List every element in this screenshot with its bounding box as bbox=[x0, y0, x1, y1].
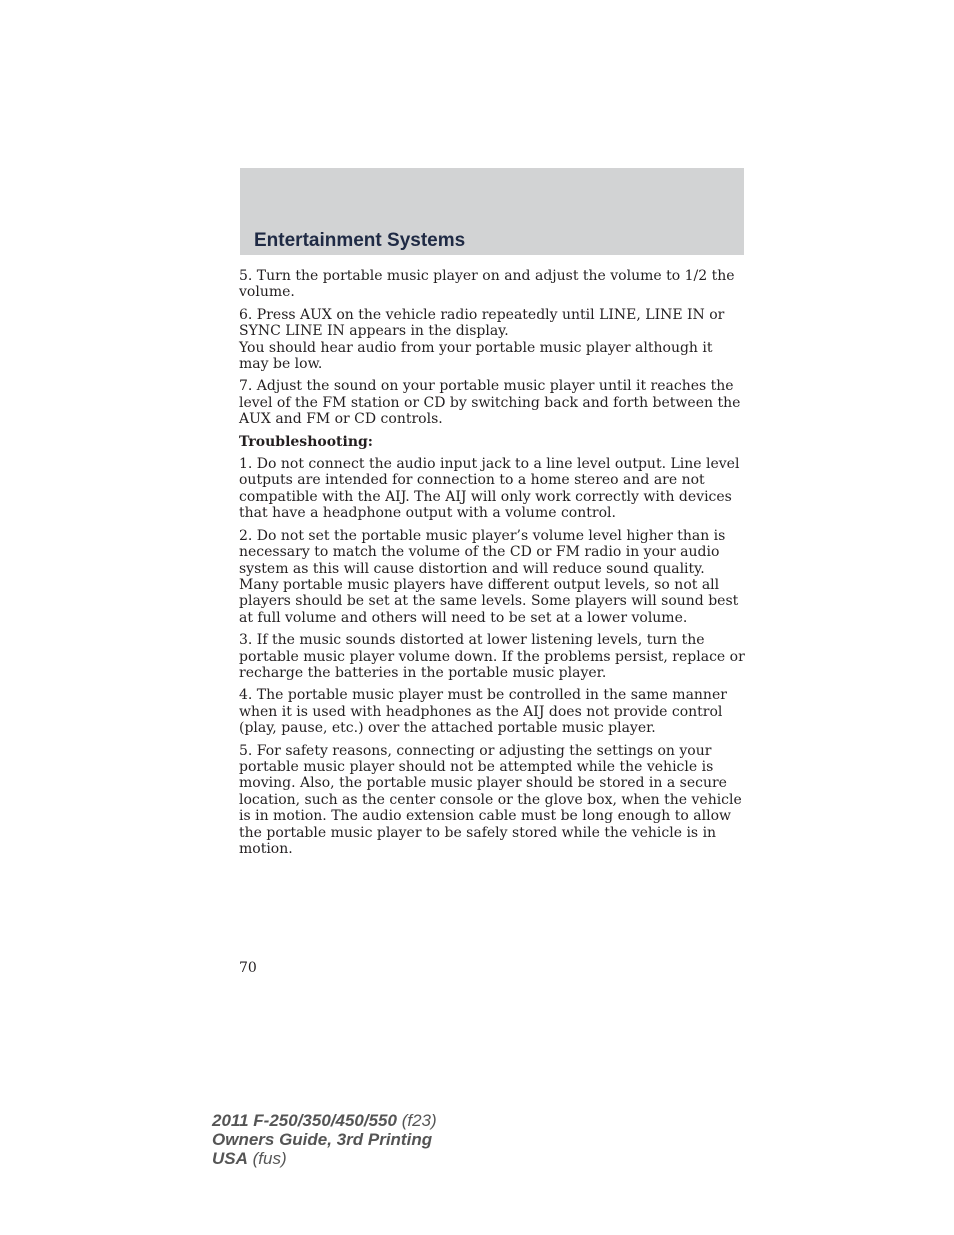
troubleshooting-item-1: 1. Do not connect the audio input jack to a line level output. Line level outputs are intended for connection to a home stereo and are not compatible with the AIJ. The AIJ will only work correctly with devices that have a headphone output with a volume control. bbox=[239, 456, 740, 522]
footer-region-code: (fus) bbox=[252, 1149, 287, 1168]
section-header-band bbox=[240, 168, 744, 255]
troubleshooting-item-4: 4. The portable music player must be controlled in the same manner when it is used with headphones as the AIJ does not provide control (play, pause, etc.) over the attached portable music player. bbox=[239, 687, 727, 737]
page-number: 70 bbox=[239, 960, 257, 976]
footer-line-region bbox=[212, 1149, 437, 1168]
step-6-note-paragraph: You should hear audio from your portable music player although it may be low. bbox=[239, 339, 713, 373]
section-title: Entertainment Systems bbox=[254, 230, 466, 251]
page-body bbox=[239, 268, 745, 863]
troubleshooting-item-5: 5. For safety reasons, connecting or adjusting the settings on your portable music player should not be attempted while the vehicle is moving. Also, the portable music player should be stored in a secure location, such as the center console or the glove box, when the vehicle is in motion. The audio extension cable must be long enough to allow the portable music player to be safely stored while the vehicle is in motion. bbox=[239, 742, 742, 857]
footer-guide: Owners Guide, 3rd Printing bbox=[212, 1130, 433, 1149]
document-footer bbox=[212, 1111, 437, 1168]
step-7-paragraph: 7. Adjust the sound on your portable music player until it reaches the level of the FM station or CD by switching back and forth between the AUX and FM or CD controls. bbox=[239, 378, 741, 428]
footer-model: 2011 F-250/350/450/550 bbox=[212, 1111, 397, 1130]
step-5-paragraph: 5. Turn the portable music player on and adjust the volume to 1/2 the volume. bbox=[239, 268, 735, 301]
footer-line-guide bbox=[212, 1130, 437, 1149]
footer-region: USA bbox=[212, 1149, 248, 1168]
step-6-paragraph: 6. Press AUX on the vehicle radio repeatedly until LINE, LINE IN or SYNC LINE IN appears in the display. bbox=[239, 306, 725, 340]
troubleshooting-heading: Troubleshooting: bbox=[239, 433, 373, 450]
troubleshooting-item-2: 2. Do not set the portable music player’s volume level higher than is necessary to match the volume of the CD or FM radio in your audio system as this will cause distortion and will reduce sound quality. Many portable music players have different output levels, so not all players should be set at the same levels. Some players will sound best at full volume and others will need to be set at a lower volume. bbox=[239, 527, 739, 626]
footer-model-code: (f23) bbox=[401, 1111, 437, 1130]
troubleshooting-item-3: 3. If the music sounds distorted at lower listening levels, turn the portable music player volume down. If the problems persist, replace or recharge the batteries in the portable music player. bbox=[239, 632, 745, 681]
footer-line-model bbox=[212, 1111, 437, 1130]
